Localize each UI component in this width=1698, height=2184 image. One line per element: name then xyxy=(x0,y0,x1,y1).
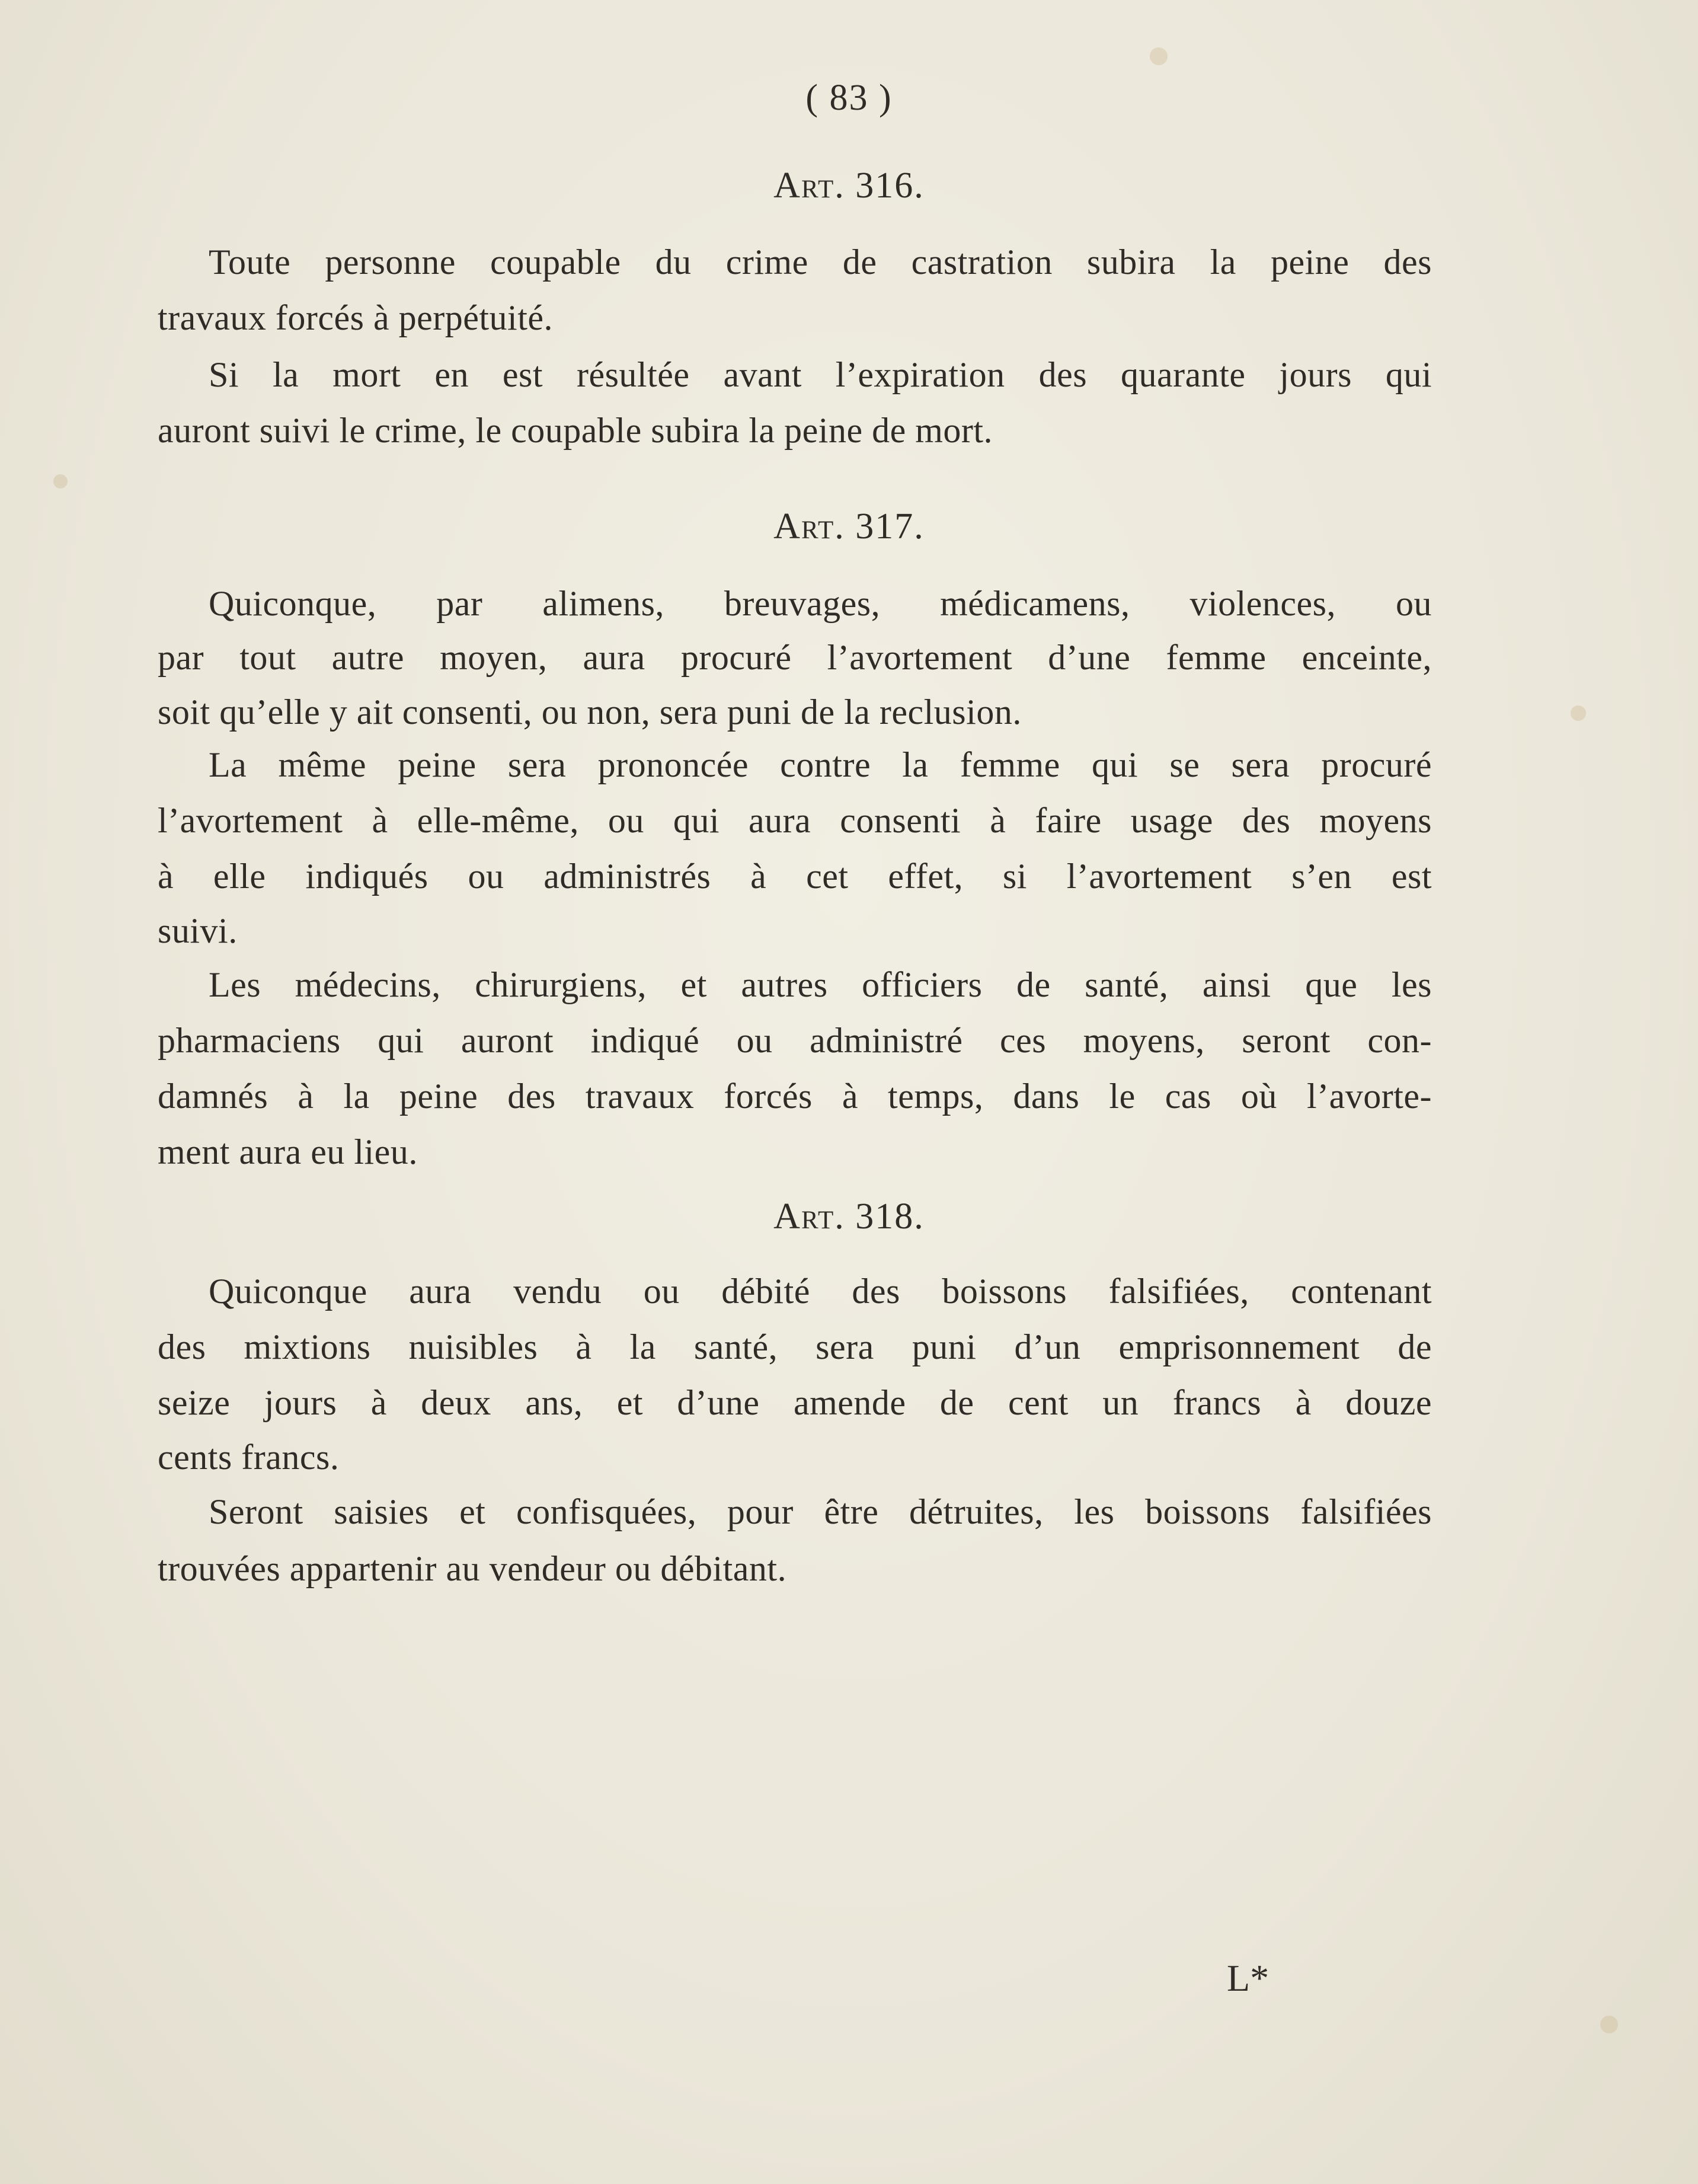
text-line: par tout autre moyen, aura procuré l’avortement d’une femme enceinte, xyxy=(158,638,1432,677)
article-heading: Art. 317. xyxy=(773,506,925,547)
text-line: suivi. xyxy=(158,911,238,950)
foxing-spot xyxy=(1571,705,1586,721)
text-line: Les médecins, chirurgiens, et autres officiers de santé, ainsi que les xyxy=(209,965,1432,1004)
foxing-spot xyxy=(1600,2016,1618,2033)
text-line: trouvées appartenir au vendeur ou débitant. xyxy=(158,1549,787,1588)
text-line: La même peine sera prononcée contre la femme qui se sera procuré xyxy=(209,745,1432,784)
text-line: l’avortement à elle-même, ou qui aura consenti à faire usage des moyens xyxy=(158,801,1432,840)
text-line: Seront saisies et confisquées, pour être détruites, les boissons falsifiées xyxy=(209,1492,1432,1531)
text-line: à elle indiqués ou administrés à cet effet, si l’avortement s’en est xyxy=(158,857,1432,896)
text-line: Toute personne coupable du crime de castration subira la peine des xyxy=(209,242,1432,282)
page-number: ( 83 ) xyxy=(805,78,893,118)
foxing-spot xyxy=(1150,47,1168,65)
text-line: ment aura eu lieu. xyxy=(158,1132,418,1171)
article-heading: Art. 318. xyxy=(773,1196,925,1237)
text-line: Quiconque, par alimens, breuvages, médicamens, violences, ou xyxy=(209,584,1432,623)
text-line: seize jours à deux ans, et d’une amende de cent un francs à douze xyxy=(158,1383,1432,1422)
text-line: travaux forcés à perpétuité. xyxy=(158,298,553,337)
article-heading: Art. 316. xyxy=(773,165,925,206)
text-line: soit qu’elle y ait consenti, ou non, sera puni de la reclusion. xyxy=(158,692,1022,732)
text-line: cents francs. xyxy=(158,1438,340,1477)
text-line: damnés à la peine des travaux forcés à temps, dans le cas où l’avorte- xyxy=(158,1077,1432,1116)
text-line: Quiconque aura vendu ou débité des boissons falsifiées, contenant xyxy=(209,1272,1432,1311)
text-line: pharmaciens qui auront indiqué ou administré ces moyens, seront con- xyxy=(158,1021,1432,1060)
text-line: auront suivi le crime, le coupable subira la peine de mort. xyxy=(158,411,993,450)
signature-mark: L* xyxy=(1227,1957,1269,1999)
foxing-spot xyxy=(53,474,68,488)
text-line: Si la mort en est résultée avant l’expiration des quarante jours qui xyxy=(209,355,1432,394)
text-line: des mixtions nuisibles à la santé, sera puni d’un emprisonnement de xyxy=(158,1327,1432,1366)
